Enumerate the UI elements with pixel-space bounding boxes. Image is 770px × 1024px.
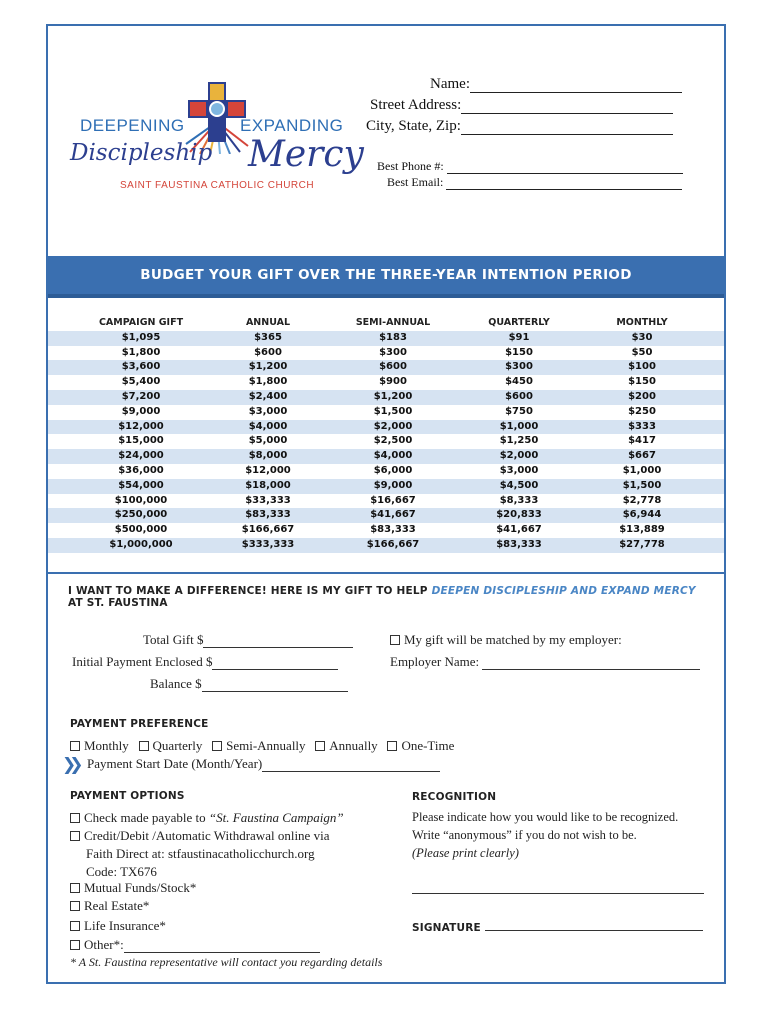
table-header	[48, 316, 724, 331]
cell-campaign-gift: $7,200	[121, 390, 161, 402]
signature-label: SIGNATURE	[412, 922, 481, 934]
table-row	[48, 360, 724, 375]
campaign-logo	[70, 76, 364, 196]
table-row	[48, 346, 724, 361]
gift-table	[48, 316, 724, 553]
cell-campaign-gift: $5,400	[121, 376, 161, 388]
cell-semi-annual: $1,500	[373, 405, 413, 417]
header-annual: ANNUAL	[245, 317, 291, 328]
cell-campaign-gift: $12,000	[118, 420, 164, 432]
cell-quarterly: $1,250	[499, 435, 539, 447]
cell-quarterly: $750	[505, 405, 533, 417]
cell-semi-annual: $183	[379, 331, 407, 343]
cell-campaign-gift: $36,000	[118, 464, 164, 476]
recognition-line-1: Please indicate how you would like to be recognized.	[412, 810, 679, 824]
table-body	[48, 331, 724, 553]
cell-quarterly: $450	[505, 376, 533, 388]
cell-monthly: $417	[628, 435, 656, 447]
cell-annual: $18,000	[245, 479, 291, 491]
table-row	[48, 390, 724, 405]
preference-semi-annually[interactable]	[212, 738, 305, 753]
table-row	[48, 464, 724, 479]
logo-deepening: DEEPENING	[80, 116, 185, 135]
preference-semi-annually-checkbox[interactable]	[212, 741, 222, 751]
cell-monthly: $333	[628, 420, 656, 432]
cell-semi-annual: $16,667	[370, 494, 416, 506]
employer-match-label: My gift will be matched by my employer:	[404, 632, 622, 647]
cell-campaign-gift: $100,000	[114, 494, 168, 506]
preference-quarterly-checkbox[interactable]	[139, 741, 149, 751]
cell-campaign-gift: $1,800	[121, 346, 161, 358]
city-line[interactable]	[461, 120, 673, 135]
cell-annual: $4,000	[248, 420, 288, 432]
name-label: Name:	[430, 76, 470, 92]
cell-semi-annual: $1,200	[373, 390, 413, 402]
cell-annual: $1,800	[248, 376, 288, 388]
cell-annual: $600	[254, 346, 282, 358]
option-life-insurance[interactable]	[70, 918, 166, 934]
email-label: Best Email:	[387, 175, 444, 189]
payment-start-date-line[interactable]	[262, 759, 440, 772]
total-gift-line[interactable]	[203, 635, 353, 648]
logo-church-name: SAINT FAUSTINA CATHOLIC CHURCH	[120, 180, 315, 191]
cell-semi-annual: $9,000	[373, 479, 413, 491]
recognition-input-line[interactable]	[412, 893, 704, 894]
cell-quarterly: $300	[505, 361, 533, 373]
cell-monthly: $100	[628, 361, 656, 373]
cell-annual: $5,000	[248, 435, 288, 447]
cell-campaign-gift: $54,000	[118, 479, 164, 491]
preference-quarterly[interactable]	[139, 738, 203, 753]
cell-semi-annual: $6,000	[373, 464, 413, 476]
table-row	[48, 508, 724, 523]
cell-semi-annual: $4,000	[373, 450, 413, 462]
option-other-label: Other*:	[84, 937, 124, 952]
faith-direct-text: Faith Direct at: stfaustinacatholicchurch.org	[86, 846, 315, 861]
logo-discipleship: Discipleship	[70, 140, 213, 166]
option-real-estate-label: Real Estate*	[84, 898, 150, 913]
cell-campaign-gift: $24,000	[118, 450, 164, 462]
preference-monthly-label: Monthly	[84, 738, 129, 753]
cell-annual: $1,200	[248, 361, 288, 373]
total-gift-label: Total Gift $	[143, 632, 204, 647]
cell-quarterly: $3,000	[499, 464, 539, 476]
employer-name-label: Employer Name:	[390, 654, 480, 669]
cell-monthly: $6,944	[622, 509, 662, 521]
cell-campaign-gift: $1,000,000	[109, 538, 173, 550]
preference-one-time[interactable]	[387, 738, 454, 753]
balance-line[interactable]	[202, 679, 348, 692]
cell-semi-annual: $83,333	[370, 524, 416, 536]
cell-campaign-gift: $15,000	[118, 435, 164, 447]
cell-monthly: $1,500	[622, 479, 662, 491]
cell-semi-annual: $2,000	[373, 420, 413, 432]
cell-monthly: $200	[628, 390, 656, 402]
option-other-checkbox[interactable]	[70, 940, 80, 950]
employer-match-checkbox[interactable]	[390, 635, 400, 645]
cell-quarterly: $41,667	[496, 524, 542, 536]
payment-preference-title: PAYMENT PREFERENCE	[70, 718, 209, 730]
initial-payment-line[interactable]	[212, 657, 338, 670]
signature-field[interactable]	[412, 920, 703, 934]
cell-semi-annual: $2,500	[373, 435, 413, 447]
cell-campaign-gift: $1,095	[121, 331, 161, 343]
cell-quarterly: $2,000	[499, 450, 539, 462]
cell-quarterly: $150	[505, 346, 533, 358]
option-other[interactable]	[70, 937, 320, 953]
table-row	[48, 434, 724, 449]
cell-annual: $12,000	[245, 464, 291, 476]
budget-banner	[48, 256, 724, 298]
initial-payment-label: Initial Payment Enclosed $	[72, 654, 213, 669]
cell-campaign-gift: $500,000	[114, 524, 168, 536]
option-check[interactable]	[70, 810, 344, 826]
logo-expanding: EXPANDING	[240, 116, 344, 135]
cell-semi-annual: $166,667	[366, 538, 420, 550]
cell-monthly: $2,778	[622, 494, 662, 506]
cell-annual: $33,333	[245, 494, 291, 506]
cell-annual: $2,400	[248, 390, 288, 402]
cell-monthly: $250	[628, 405, 656, 417]
cell-quarterly: $91	[508, 331, 530, 343]
payment-preference-options	[70, 738, 454, 754]
cell-monthly: $27,778	[619, 538, 665, 550]
preference-annually[interactable]	[315, 738, 377, 753]
recognition-line-3: (Please print clearly)	[412, 846, 519, 860]
table-row	[48, 538, 724, 553]
cell-monthly: $50	[631, 346, 653, 358]
header-semi-annual: SEMI-ANNUAL	[355, 317, 431, 328]
table-row	[48, 331, 724, 346]
gift-heading	[68, 585, 696, 609]
preference-monthly-checkbox[interactable]	[70, 741, 80, 751]
cell-semi-annual: $600	[379, 361, 407, 373]
cell-monthly: $30	[631, 331, 653, 343]
payment-start-date-label: Payment Start Date (Month/Year)	[87, 756, 263, 771]
cell-campaign-gift: $9,000	[121, 405, 161, 417]
option-life-insurance-label: Life Insurance*	[84, 918, 166, 933]
section-divider	[48, 572, 724, 574]
option-life-insurance-checkbox[interactable]	[70, 921, 80, 931]
banner-title: BUDGET YOUR GIFT OVER THE THREE-YEAR INTENTION PERIOD	[140, 267, 632, 283]
table-row	[48, 405, 724, 420]
option-other-line[interactable]	[124, 940, 320, 953]
gift-heading-highlight: DEEPEN DISCIPLESHIP AND EXPAND MERCY	[431, 585, 696, 597]
cell-annual: $3,000	[248, 405, 288, 417]
signature-line[interactable]	[485, 920, 703, 931]
option-credit[interactable]	[70, 828, 329, 844]
cell-annual: $365	[254, 331, 282, 343]
cell-quarterly: $83,333	[496, 538, 542, 550]
phone-line[interactable]	[447, 162, 683, 174]
gift-heading-text: I WANT TO MAKE A DIFFERENCE! HERE IS MY GIFT TO HELP	[68, 585, 428, 597]
street-line[interactable]	[461, 99, 673, 114]
employer-name-line[interactable]	[482, 657, 700, 670]
header-quarterly: QUARTERLY	[488, 317, 550, 328]
street-label: Street Address:	[370, 97, 462, 113]
preference-one-time-label: One-Time	[401, 738, 455, 753]
payment-start-date-field[interactable]	[87, 756, 440, 772]
header-campaign-gift: CAMPAIGN GIFT	[98, 317, 184, 328]
cell-annual: $8,000	[248, 450, 288, 462]
cell-quarterly: $4,500	[499, 479, 539, 491]
gift-heading-location: AT ST. FAUSTINA	[68, 597, 168, 609]
table-row	[48, 494, 724, 509]
cell-annual: $333,333	[241, 538, 295, 550]
cell-monthly: $150	[628, 376, 656, 388]
options-footnote: * A St. Faustina representative will contact you regarding details	[70, 955, 383, 969]
cell-quarterly: $8,333	[499, 494, 539, 506]
cell-annual: $83,333	[245, 509, 291, 521]
total-gift-field[interactable]	[143, 632, 353, 648]
cell-campaign-gift: $3,600	[121, 361, 161, 373]
recognition-title: RECOGNITION	[412, 791, 497, 803]
employer-match-option[interactable]	[390, 632, 622, 648]
preference-annually-checkbox[interactable]	[315, 741, 325, 751]
preference-quarterly-label: Quarterly	[152, 738, 203, 753]
cell-semi-annual: $41,667	[370, 509, 416, 521]
cell-semi-annual: $300	[379, 346, 407, 358]
option-mutual-funds-checkbox[interactable]	[70, 883, 80, 893]
cell-annual: $166,667	[241, 524, 295, 536]
option-credit-label: Credit/Debit /Automatic Withdrawal online via	[84, 828, 330, 843]
table-row	[48, 449, 724, 464]
balance-label: Balance $	[150, 676, 202, 691]
city-field[interactable]	[366, 118, 673, 135]
cell-quarterly: $600	[505, 390, 533, 402]
employer-name-field[interactable]	[390, 654, 700, 670]
balance-field[interactable]	[150, 676, 348, 692]
logo-mercy: Mercy	[248, 134, 364, 175]
cell-quarterly: $20,833	[496, 509, 542, 521]
table-row	[48, 420, 724, 435]
phone-label: Best Phone #:	[377, 159, 444, 173]
double-chevron-right-icon: ❯❯	[62, 755, 77, 775]
cell-quarterly: $1,000	[499, 420, 539, 432]
cell-monthly: $667	[628, 450, 656, 462]
email-field[interactable]	[387, 175, 682, 190]
option-mutual-funds-label: Mutual Funds/Stock*	[84, 880, 197, 895]
preference-annually-label: Annually	[329, 738, 378, 753]
recognition-line-2: Write “anonymous” if you do not wish to be.	[412, 828, 637, 842]
cell-monthly: $1,000	[622, 464, 662, 476]
preference-semi-annually-label: Semi-Annually	[226, 738, 306, 753]
cell-semi-annual: $900	[379, 376, 407, 388]
cell-monthly: $13,889	[619, 524, 665, 536]
option-mutual-funds[interactable]	[70, 880, 196, 896]
table-row	[48, 375, 724, 390]
table-row	[48, 523, 724, 538]
option-check-checkbox[interactable]	[70, 813, 80, 823]
option-credit-checkbox[interactable]	[70, 831, 80, 841]
phone-field[interactable]	[377, 159, 683, 174]
preference-monthly[interactable]	[70, 738, 129, 753]
table-row	[48, 479, 724, 494]
preference-one-time-checkbox[interactable]	[387, 741, 397, 751]
name-line[interactable]	[470, 78, 682, 93]
option-check-payee: “St. Faustina Campaign”	[208, 810, 344, 825]
option-check-label: Check made payable to	[84, 810, 209, 825]
email-line[interactable]	[446, 178, 682, 190]
header-monthly: MONTHLY	[616, 317, 668, 328]
option-real-estate[interactable]	[70, 898, 149, 914]
city-label: City, State, Zip:	[366, 118, 461, 134]
option-real-estate-checkbox[interactable]	[70, 901, 80, 911]
faith-direct-code: Code: TX676	[86, 864, 157, 879]
initial-payment-field[interactable]	[72, 654, 338, 670]
name-field[interactable]	[430, 76, 682, 93]
cell-campaign-gift: $250,000	[114, 509, 168, 521]
street-field[interactable]	[370, 97, 673, 114]
payment-options-title: PAYMENT OPTIONS	[70, 790, 185, 802]
